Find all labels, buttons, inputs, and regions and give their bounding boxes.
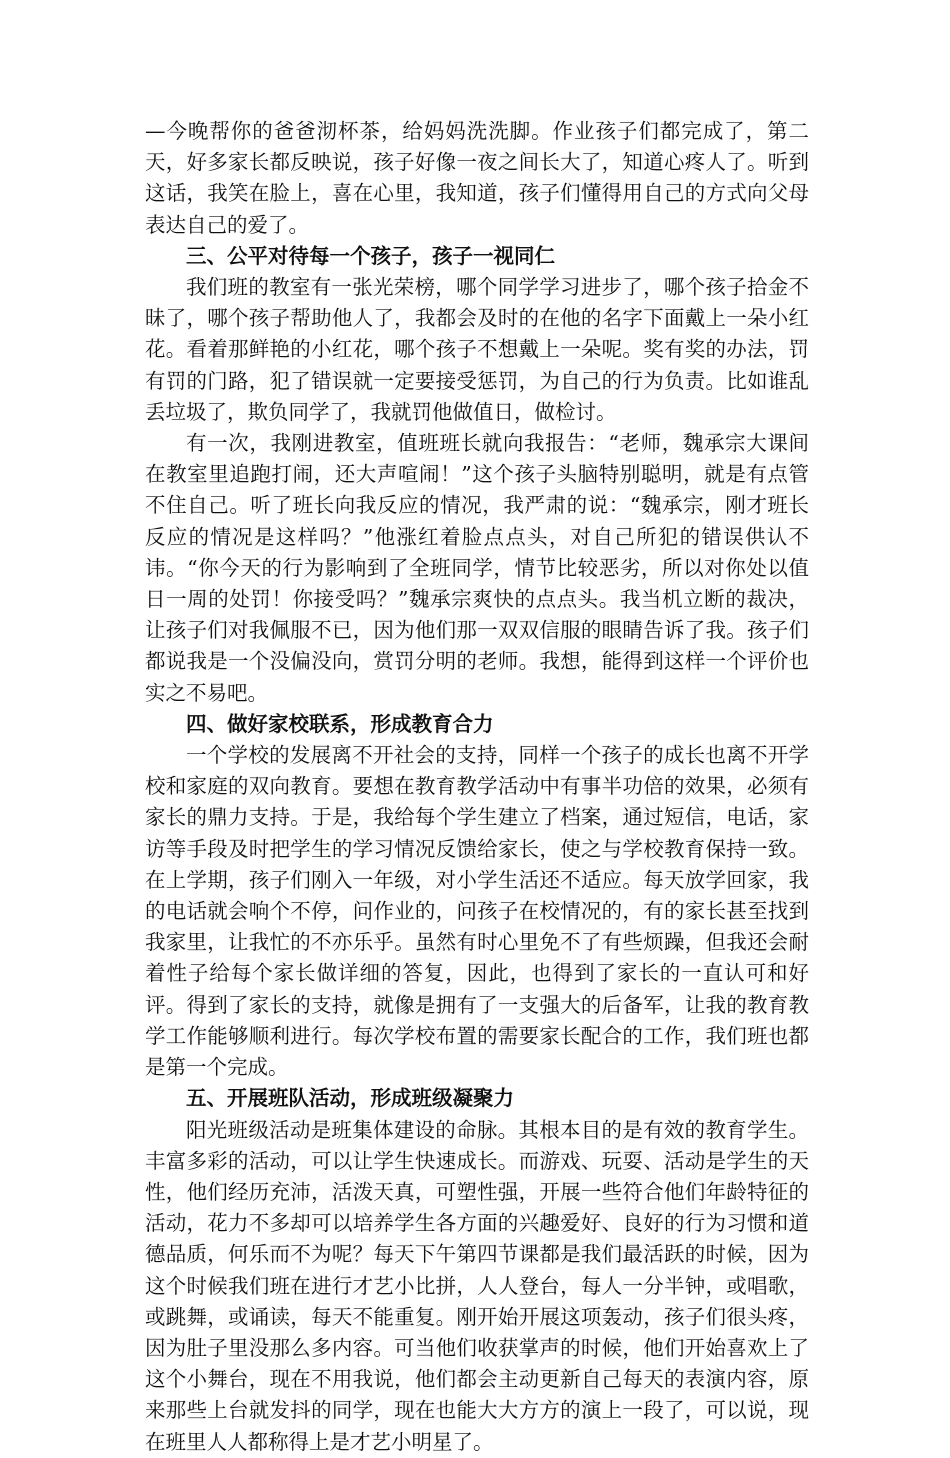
section-heading-5: 五、开展班队活动，形成班级凝聚力 xyxy=(186,1086,514,1111)
section-heading-4: 四、做好家校联系，形成教育合力 xyxy=(186,711,494,736)
body-paragraph: 我们班的教室有一张光荣榜，哪个同学学习进步了，哪个孩子拾金不昧了，哪个孩子帮助他人了，我都会及时的在他的名字下面戴上一朵小红花。看着那鲜艳的小红花，哪个孩子不想戴上一朵呢。奖有奖的办法，罚有罚的门路，犯了错误就一定要接受惩罚，为自己的行为负责。比如谁乱丢垃圾了，欺负同学了，我就罚他做值日，做检讨。 xyxy=(145,275,809,424)
body-paragraph: 一个学校的发展离不开社会的支持，同样一个孩子的成长也离不开学校和家庭的双向教育。要想在教育教学活动中有事半功倍的效果，必须有家长的鼎力支持。于是，我给每个学生建立了档案，通过短信，电话，家访等手段及时把学生的学习情况反馈给家长，使之与学校教育保持一致。在上学期，孩子们刚入一年级，对小学生活还不适应。每天放学回家，我的电话就会响个不停，问作业的，问孩子在校情况的，有的家长甚至找到我家里，让我忙的不亦乐乎。虽然有时心里免不了有些烦躁，但我还会耐着性子给每个家长做详细的答复，因此，也得到了家长的一直认可和好评。得到了家长的支持，就像是拥有了一支强大的后备军，让我的教育教学工作能够顺利进行。每次学校布置的需要家长配合的工作，我们班也都是第一个完成。 xyxy=(145,743,809,1080)
section-heading-3: 三、公平对待每一个孩子，孩子一视同仁 xyxy=(186,243,555,268)
body-paragraph: 有一次，我刚进教室，值班班长就向我报告：“老师，魏承宗大课间在教室里追跑打闹，还大声喧闹！”这个孩子头脑特别聪明，就是有点管不住自己。听了班长向我反应的情况，我严肃的说：“魏承宗，刚才班长反应的情况是这样吗？”他涨红着脸点点头，对自己所犯的错误供认不讳。“你今天的行为影响到了全班同学，情节比较恶劣，所以对你处以值日一周的处罚！你接受吗？”魏承宗爽快的点点头。我当机立断的裁决，让孩子们对我佩服不已，因为他们那一双双信服的眼睛告诉了我。孩子们都说我是一个没偏没向，赏罚分明的老师。我想，能得到这样一个评价也实之不易吧。 xyxy=(145,431,809,705)
body-paragraph: 阳光班级活动是班集体建设的命脉。其根本目的是有效的教育学生。丰富多彩的活动，可以让学生快速成长。而游戏、玩耍、活动是学生的天性，他们经历充沛，活泼天真，可塑性强，开展一些符合他们年龄特征的活动，花力不多却可以培养学生各方面的兴趣爱好、良好的行为习惯和道德品质，何乐而不为呢？每天下午第四节课都是我们最活跃的时候，因为这个时候我们班在进行才艺小比拼，人人登台，每人一分半钟，或唱歌，或跳舞，或诵读，每天不能重复。刚开始开展这项轰动，孩子们很头疼，因为肚子里没那么多内容。可当他们收获掌声的时候，他们开始喜欢上了这个小舞台，现在不用我说，他们都会主动更新自己每天的表演内容，原来那些上台就发抖的同学，现在也能大大方方的演上一段了，可以说，现在班里人人都称得上是才艺小明星了。 xyxy=(145,1117,809,1454)
document-page xyxy=(145,116,809,1458)
body-paragraph-continued: —今晚帮你的爸爸沏杯茶，给妈妈洗洗脚。作业孩子们都完成了，第二天，好多家长都反映说，孩子好像一夜之间长大了，知道心疼人了。听到这话，我笑在脸上，喜在心里，我知道，孩子们懂得用自己的方式向父母表达自己的爱了。 xyxy=(145,119,809,237)
